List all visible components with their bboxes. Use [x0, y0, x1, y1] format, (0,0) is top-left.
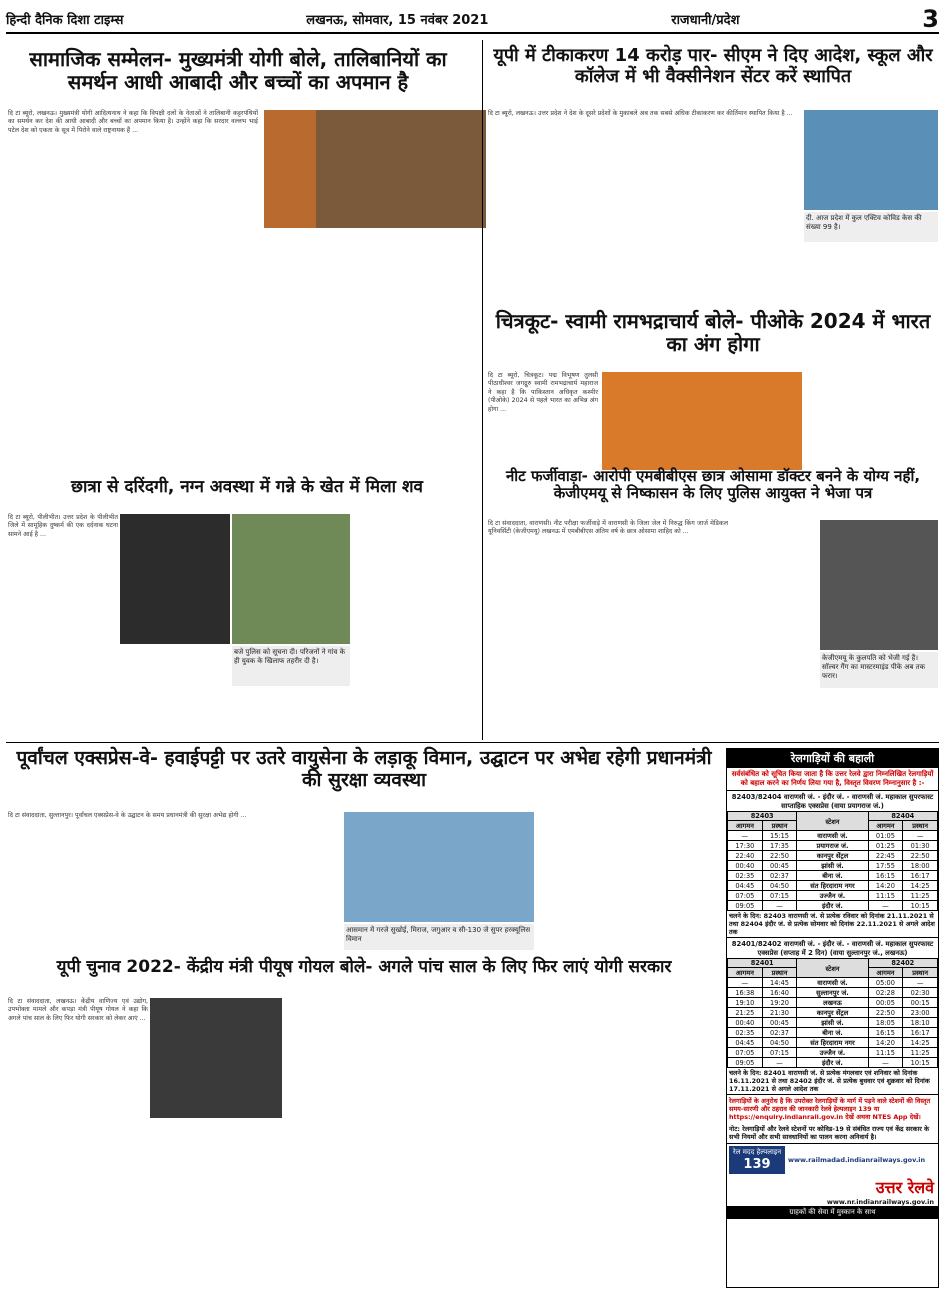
train2-title: 82401/82402 वाराणसी जं. - इंदौर जं. - वाराणसी जं. महाकाल सुपरफास्ट एक्सप्रेस (सप्ताह में 2 दिन) (वाया सुल्तानपुर जं., लखनऊ): [727, 937, 938, 958]
a6-body: दि टा संवाददाता, सुल्तानपुर। पूर्वांचल एक्सप्रेस-वे के उद्घाटन के समय प्रधानमंत्री की सुरक्षा अभेद्य होगी ...: [8, 812, 247, 819]
a5-body: दि टा संवाददाता, वाराणसी। नीट परीक्षा फर्जीवाड़े में वाराणसी के जिला जेल में निरुद्ध किंग जार्ज मेडिकल यूनिवर्सिटी (केजीएमयू) लखनऊ में एमबीबीएस अंतिम वर्ष के छात्र ओसामा शाहिद को ...: [488, 520, 731, 536]
t2-cell: 16:40: [762, 988, 797, 998]
helpline-badge: [729, 1146, 785, 1174]
t2-dep-head: प्रस्थान: [762, 968, 797, 978]
t1-cell: संत हिरदाराम नगर: [797, 881, 868, 891]
t2-cell: कानपुर सेंट्रल: [797, 1008, 868, 1018]
helpline-strip: [727, 1143, 938, 1176]
t1-cell: —: [868, 901, 903, 911]
t2-cell: 14:20: [868, 1038, 903, 1048]
t2-cell: सुल्तानपुर जं.: [797, 988, 868, 998]
a7-photo: [150, 998, 282, 1118]
helpline-label: रेल मदद हेल्पलाइन: [732, 1148, 782, 1156]
t2-station-head: स्टेशन: [797, 959, 868, 978]
a4-illustration: [120, 514, 230, 644]
t2-cell: 16:17: [903, 1028, 938, 1038]
t2-cell: संत हिरदाराम नगर: [797, 1038, 868, 1048]
t2-cell: 09:05: [728, 1058, 763, 1068]
t1-cell: 22:50: [762, 851, 797, 861]
t1-dep-head-2: प्रस्थान: [903, 821, 938, 831]
t1-cell: 07:15: [762, 891, 797, 901]
t2-cell: 02:28: [868, 988, 903, 998]
t1-cell: 17:35: [762, 841, 797, 851]
a2-photo-vaccine: [804, 110, 938, 210]
t1-cell: बीना जं.: [797, 871, 868, 881]
t2-cell: 11:15: [868, 1048, 903, 1058]
t1-dep-head: प्रस्थान: [762, 821, 797, 831]
t2-cell: 21:25: [728, 1008, 763, 1018]
t2-cell: वाराणसी जं.: [797, 978, 868, 988]
train2-note: चलने के दिन: 82401 वाराणसी जं. से प्रत्येक मंगलवार एवं शनिवार को दिनांक 16.11.2021 से तथा 82402 इंदौर जं. से प्रत्येक बुधवार एवं शुक्रवार को दिनांक 17.11.2021 से अगले आदेश तक: [729, 1069, 930, 1093]
masthead: [6, 6, 939, 34]
t2-cell: 16:38: [728, 988, 763, 998]
t2-row: [728, 1028, 938, 1038]
t2-right-no: 82402: [868, 959, 937, 968]
rail-heading: रेलगाड़ियों की बहाली: [727, 749, 938, 768]
t2-arr-head-2: आगमन: [868, 968, 903, 978]
t1-cell: 16:17: [903, 871, 938, 881]
a4-body-cont: [352, 514, 486, 732]
railway-name: उत्तर रेलवे: [875, 1178, 934, 1197]
passenger-note: रेलगाड़ियों के अनुरोध है कि उपरोक्त रेलगाड़ियों के मार्ग में पड़ने वाले स्टेशनों की विस्तृत समय-सारणी और ठहराव की जानकारी रेलवे हेल्पलाइन 139 या https://enquiry.indianrail.gov.in देखें अथवा NTES App देखें।: [727, 1094, 938, 1123]
t2-arr-head: आगमन: [728, 968, 763, 978]
t1-cell: 01:05: [868, 831, 903, 841]
a2-photo-cm: [316, 110, 486, 228]
t1-cell: 04:50: [762, 881, 797, 891]
t1-arr-head: आगमन: [728, 821, 763, 831]
a5-caption: केजीएमयू के कुलपति को भेजी गई है। सॉल्वर गैंग का मास्टरमाइंड पीके अब तक फरार।: [820, 652, 938, 688]
t1-cell: 01:25: [868, 841, 903, 851]
a6-photo-jet: [344, 812, 534, 922]
t1-cell: —: [762, 901, 797, 911]
a5-photo: [820, 520, 938, 650]
t2-cell: 22:50: [868, 1008, 903, 1018]
t2-cell: 07:05: [728, 1048, 763, 1058]
t1-cell: 10:15: [903, 901, 938, 911]
t2-row: [728, 988, 938, 998]
t1-cell: 00:40: [728, 861, 763, 871]
rail-notice-text: सर्वसंबंधित को सूचित किया जाता है कि उत्तर रेलवे द्वारा निम्नलिखित रेलगाड़ियों को बहाल करने का निर्णय लिया गया है, विस्तृत विवरण निम्नानुसार है :-: [731, 770, 934, 787]
section-rule: [6, 742, 939, 743]
t1-cell: प्रयागराज जं.: [797, 841, 868, 851]
t1-station-head: स्टेशन: [797, 812, 868, 831]
t1-cell: 11:15: [868, 891, 903, 901]
a3-photo: [602, 372, 802, 470]
t2-row: [728, 1048, 938, 1058]
t2-row: [728, 1038, 938, 1048]
t1-row: [728, 881, 938, 891]
website-nr: www.nr.indianrailways.gov.in: [826, 1198, 934, 1206]
t2-dep-head-2: प्रस्थान: [903, 968, 938, 978]
covid-note: नोट: रेलगाड़ियों और रेलवे स्टेशनों पर कोविड-19 से संबंधित राज्य एवं केंद्र सरकार के सभी नियमों और सभी सावधानियों का पालन करना अनिवार्य है।: [729, 1125, 929, 1141]
t1-cell: 22:50: [903, 851, 938, 861]
t2-cell: इंदौर जं.: [797, 1058, 868, 1068]
t1-cell: 02:35: [728, 871, 763, 881]
t1-cell: 17:30: [728, 841, 763, 851]
t1-cell: 22:40: [728, 851, 763, 861]
t1-right-no: 82404: [868, 812, 937, 821]
t2-cell: 23:00: [903, 1008, 938, 1018]
t1-row: [728, 891, 938, 901]
train1-note: चलने के दिन: 82403 वाराणसी जं. से प्रत्येक रविवार को दिनांक 21.11.2021 से तथा 82404 इंदौर जं. से प्रत्येक सोमवार को दिनांक 22.11.2021 से अगले आदेश तक: [729, 912, 935, 936]
t2-cell: —: [868, 1058, 903, 1068]
t1-cell: 07:05: [728, 891, 763, 901]
t1-cell: —: [903, 831, 938, 841]
t2-cell: 00:15: [903, 998, 938, 1008]
t1-cell: 15:15: [762, 831, 797, 841]
t2-cell: उज्जैन जं.: [797, 1048, 868, 1058]
t2-cell: झांसी जं.: [797, 1018, 868, 1028]
t1-cell: 04:45: [728, 881, 763, 891]
paper-name: हिन्दी दैनिक दिशा टाइम्स: [6, 13, 124, 28]
t1-arr-head-2: आगमन: [868, 821, 903, 831]
t2-cell: —: [728, 978, 763, 988]
a1-headline: सामाजिक सम्मेलन- मुख्यमंत्री योगी बोले, तालिबानियों का समर्थन आधी आबादी और बच्चों का अपमान है: [29, 47, 447, 94]
t2-cell: 21:30: [762, 1008, 797, 1018]
t1-cell: 18:00: [903, 861, 938, 871]
a4-photo: [232, 514, 350, 644]
t1-left-no: 82403: [728, 812, 797, 821]
t2-cell: 02:37: [762, 1028, 797, 1038]
a6-body-cont: [540, 812, 720, 952]
t1-cell: 02:37: [762, 871, 797, 881]
t2-cell: 14:45: [762, 978, 797, 988]
rail-notice: [726, 748, 939, 1288]
t2-cell: 00:05: [868, 998, 903, 1008]
t1-cell: 11:25: [903, 891, 938, 901]
t2-cell: बीना जं.: [797, 1028, 868, 1038]
page-number: 3: [922, 5, 939, 33]
t1-row: [728, 831, 938, 841]
t2-row: [728, 1058, 938, 1068]
section-name: राजधानी/प्रदेश: [671, 13, 740, 28]
a6-headline: पूर्वांचल एक्सप्रेस-वे- हवाईपट्टी पर उतरे वायुसेना के लड़ाकू विमान, उद्घाटन पर अभेद्य रहेगी प्रधानमंत्री की सुरक्षा व्यवस्था: [16, 747, 712, 791]
a1-body: दि टा ब्यूरो, लखनऊ। मुख्यमंत्री योगी आदित्यनाथ ने कहा कि विपक्षी दलों के नेताओं ने तालिबानी कट्टरपंथियों का समर्थन कर देश की आधी आबादी और बच्चों का अपमान किया है। उन्होंने कहा कि सरदार वल्लभ भाई पटेल देश को एकता के सूत्र में पिरोने वाले राष्ट्रनायक हैं ...: [8, 110, 261, 134]
t2-cell: 18:10: [903, 1018, 938, 1028]
t2-cell: 19:10: [728, 998, 763, 1008]
t1-cell: 14:25: [903, 881, 938, 891]
t2-cell: 00:45: [762, 1018, 797, 1028]
website-railmadad: www.railmadad.indianrailways.gov.in: [788, 1156, 926, 1164]
a7-body-cont: [286, 998, 720, 1288]
t1-cell: कानपुर सेंट्रल: [797, 851, 868, 861]
t2-cell: 02:35: [728, 1028, 763, 1038]
a2-caption: दी. आज प्रदेश में कुल एक्टिव कोविड केस की संख्या 99 है।: [804, 212, 938, 242]
a7-headline: यूपी चुनाव 2022- केंद्रीय मंत्री पीयूष गोयल बोले- अगले पांच साल के लिए फिर लाएं योगी सरकार: [56, 957, 672, 977]
t1-cell: उज्जैन जं.: [797, 891, 868, 901]
t1-cell: 14:20: [868, 881, 903, 891]
t2-left-no: 82401: [728, 959, 797, 968]
t1-cell: 00:45: [762, 861, 797, 871]
a7-body: दि टा संवाददाता, लखनऊ। केंद्रीय वाणिज्य एवं उद्योग, उपभोक्ता मामले और कपड़ा मंत्री पीयूष गोयल ने कहा कि अगले पांच साल के लिए फिर योगी सरकार को लेकर आएं ...: [8, 998, 151, 1022]
column-rule: [482, 40, 483, 740]
t1-cell: इंदौर जं.: [797, 901, 868, 911]
dateline: लखनऊ, सोमवार, 15 नवंबर 2021: [306, 13, 489, 28]
t2-cell: 11:25: [903, 1048, 938, 1058]
a4-headline: छात्रा से दरिंदगी, नग्न अवस्था में गन्ने के खेत में मिला शव: [71, 477, 423, 497]
train1-table: [727, 811, 938, 911]
t2-cell: 07:15: [762, 1048, 797, 1058]
t2-cell: 10:15: [903, 1058, 938, 1068]
a6-caption: आसमान में गरजे सुखोई, मिराज, जगुआर व सी-130 जे सुपर हरक्यूलिस विमान: [344, 924, 534, 950]
t2-cell: 14:25: [903, 1038, 938, 1048]
t2-row: [728, 1018, 938, 1028]
helpline-number: 139: [743, 1157, 771, 1172]
a1-body-cont: [264, 232, 478, 470]
t2-row: [728, 998, 938, 1008]
t1-row: [728, 841, 938, 851]
rail-footer: ग्राहकों की सेवा में मुस्कान के साथ: [727, 1206, 938, 1219]
t2-cell: —: [903, 978, 938, 988]
t2-cell: 00:40: [728, 1018, 763, 1028]
a3-body: दि टा ब्यूरो, चित्रकूट। पद्म विभूषण तुलसी पीठाधीश्वर जगद्गुरु स्वामी रामभद्राचार्य महाराज ने कहा है कि पाकिस्तान अधिकृत कश्मीर (पीओके) 2024 से पहले भारत का अभिन्न अंग होगा ...: [488, 372, 601, 413]
t1-row: [728, 861, 938, 871]
t2-row: [728, 978, 938, 988]
a2-headline: यूपी में टीकाकरण 14 करोड़ पार- सीएम ने दिए आदेश, स्कूल और कॉलेज में भी वैक्सीनेशन सेंटर करें स्थापित: [493, 45, 933, 87]
t2-cell: 04:50: [762, 1038, 797, 1048]
a3-headline: चित्रकूट- स्वामी रामभद्राचार्य बोले- पीओके 2024 में भारत का अंग होगा: [495, 309, 931, 356]
train1-title: 82403/82404 वाराणसी जं. - इंदौर जं. - वाराणसी जं. महाकाल सुपरफास्ट साप्ताहिक एक्सप्रेस (वाया प्रयागराज जं.): [727, 790, 938, 811]
a5-headline: नीट फर्जीवाड़ा- आरोपी एमबीबीएस छात्र ओसामा डॉक्टर बनने के योग्य नहीं, केजीएमयू से निष्कासन के लिए पुलिस आयुक्त ने भेजा पत्र: [505, 467, 921, 503]
t1-cell: 09:05: [728, 901, 763, 911]
t2-cell: 02:30: [903, 988, 938, 998]
t2-cell: —: [762, 1058, 797, 1068]
a4-body: दि टा ब्यूरो, पीलीभीत। उत्तर प्रदेश के पीलीभीत जिले में सामूहिक दुष्कर्म की एक दर्दनाक घटना सामने आई है ...: [8, 514, 121, 538]
t1-cell: 22:45: [868, 851, 903, 861]
t2-cell: 16:15: [868, 1028, 903, 1038]
t1-cell: वाराणसी जं.: [797, 831, 868, 841]
t2-row: [728, 1008, 938, 1018]
t1-cell: 16:15: [868, 871, 903, 881]
a2-body: दि टा ब्यूरो, लखनऊ। उत्तर प्रदेश ने देश के दूसरे प्रदेशों के मुकाबले अब तक सबसे अधिक टीकाकरण कर कीर्तिमान स्थापित किया है ...: [488, 110, 793, 117]
t1-cell: —: [728, 831, 763, 841]
t1-row: [728, 851, 938, 861]
t1-cell: 01:30: [903, 841, 938, 851]
t1-row: [728, 901, 938, 911]
t2-cell: 05:00: [868, 978, 903, 988]
t2-cell: 19:20: [762, 998, 797, 1008]
train2-table: [727, 958, 938, 1068]
a4-caption: बजे पुलिस को सूचना दी। परिजनों ने गांव के ही युवक के खिलाफ तहरीर दी है।: [232, 646, 350, 686]
t2-cell: लखनऊ: [797, 998, 868, 1008]
t2-cell: 18:05: [868, 1018, 903, 1028]
t1-cell: 17:55: [868, 861, 903, 871]
t2-cell: 04:45: [728, 1038, 763, 1048]
t1-cell: झांसी जं.: [797, 861, 868, 871]
t1-row: [728, 871, 938, 881]
